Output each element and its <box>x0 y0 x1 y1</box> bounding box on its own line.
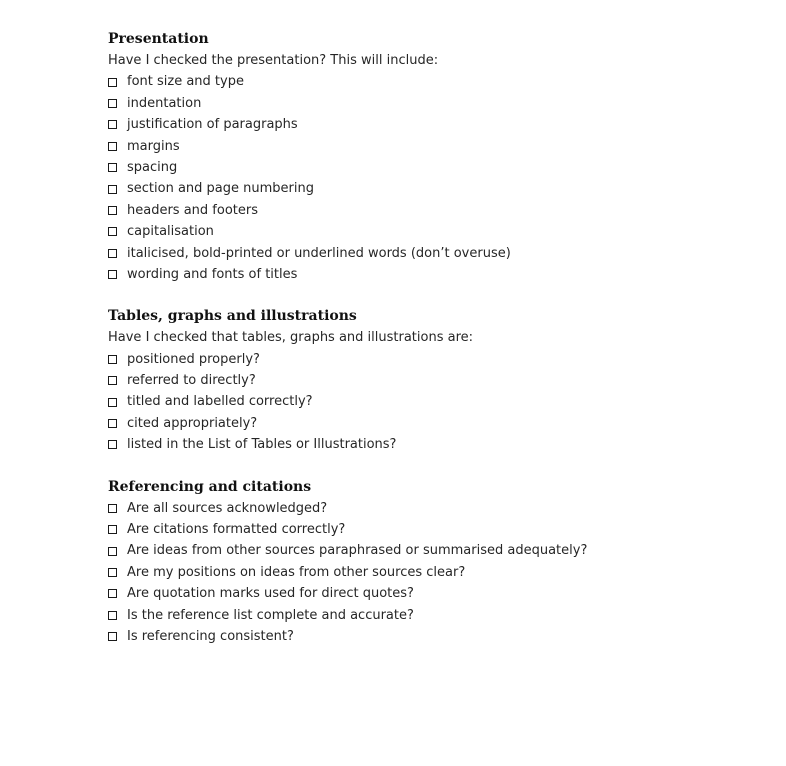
checkbox[interactable] <box>108 547 117 556</box>
checklist-item[interactable] <box>108 178 748 199</box>
checkbox[interactable] <box>108 589 117 598</box>
section-heading: Tables, graphs and illustrations <box>108 308 357 325</box>
checkbox[interactable] <box>108 142 117 151</box>
section-heading: Presentation <box>108 31 209 47</box>
checklist-item-label: wording and fonts of titles <box>127 266 298 282</box>
checklist-item[interactable] <box>108 519 748 540</box>
checklist-item-label: Is referencing consistent? <box>127 628 294 644</box>
checkbox[interactable] <box>108 120 117 129</box>
checklist-item[interactable] <box>108 136 748 157</box>
checklist-item[interactable] <box>108 93 748 114</box>
checklist-item[interactable] <box>108 243 748 264</box>
section-referencing-citations <box>108 477 748 648</box>
checkbox[interactable] <box>108 398 117 407</box>
section-intro: Have I checked the presentation? This will include: <box>108 53 439 68</box>
checklist-item-label: Are my positions on ideas from other sources clear? <box>127 564 466 580</box>
checklist-item-label: cited appropriately? <box>127 415 258 431</box>
checklist-item[interactable] <box>108 498 748 519</box>
checklist-item[interactable] <box>108 200 748 221</box>
checklist-item[interactable] <box>108 626 748 647</box>
checklist-item[interactable] <box>108 391 748 412</box>
checklist-item[interactable] <box>108 562 748 583</box>
checklist-item[interactable] <box>108 413 748 434</box>
checkbox[interactable] <box>108 78 117 87</box>
section-intro: Have I checked that tables, graphs and illustrations are: <box>108 330 474 346</box>
checklist-item-label: indentation <box>127 95 202 111</box>
checklist-item[interactable] <box>108 434 748 455</box>
checklist-item-label: Are quotation marks used for direct quotes? <box>127 586 414 602</box>
checkbox[interactable] <box>108 611 117 620</box>
checklist-item-label: spacing <box>127 159 178 175</box>
checklist-page <box>108 29 748 647</box>
checklist-item-label: positioned properly? <box>127 351 260 367</box>
checklist-item-label: Are all sources acknowledged? <box>127 500 328 516</box>
checklist-item-label: referred to directly? <box>127 373 256 389</box>
checklist-item-label: section and page numbering <box>127 181 314 197</box>
checklist-item-label: headers and footers <box>127 202 258 218</box>
checklist-item[interactable] <box>108 114 748 135</box>
checkbox[interactable] <box>108 568 117 577</box>
checkbox[interactable] <box>108 504 117 513</box>
checklist-item[interactable] <box>108 583 748 604</box>
checkbox[interactable] <box>108 355 117 364</box>
checkbox[interactable] <box>108 163 117 172</box>
checklist-item-label: listed in the List of Tables or Illustrations? <box>127 437 397 453</box>
checklist-item-label: italicised, bold-printed or underlined words (don’t overuse) <box>127 245 511 261</box>
checklist-item[interactable] <box>108 540 748 561</box>
checklist-item-label: Is the reference list complete and accurate? <box>127 607 414 623</box>
section-tables-graphs-illustrations <box>108 306 748 455</box>
checklist-item[interactable] <box>108 157 748 178</box>
section-presentation <box>108 29 748 285</box>
checklist-item[interactable] <box>108 349 748 370</box>
checkbox[interactable] <box>108 270 117 279</box>
checklist-item-label: Are ideas from other sources paraphrased or summarised adequately? <box>127 543 588 559</box>
checkbox[interactable] <box>108 185 117 194</box>
checklist-item-label: capitalisation <box>127 224 214 240</box>
checklist <box>108 349 748 456</box>
checkbox[interactable] <box>108 206 117 215</box>
checkbox[interactable] <box>108 227 117 236</box>
checklist-item[interactable] <box>108 370 748 391</box>
checkbox[interactable] <box>108 440 117 449</box>
checkbox[interactable] <box>108 632 117 641</box>
checklist-item-label: titled and labelled correctly? <box>127 394 313 410</box>
checklist-item[interactable] <box>108 71 748 92</box>
checklist-item-label: justification of paragraphs <box>127 117 298 133</box>
checkbox[interactable] <box>108 419 117 428</box>
checklist-item-label: Are citations formatted correctly? <box>127 522 346 538</box>
checklist-item-label: margins <box>127 138 180 154</box>
checklist-item[interactable] <box>108 264 748 285</box>
checkbox[interactable] <box>108 249 117 258</box>
checklist-item-label: font size and type <box>127 74 244 90</box>
checklist-item[interactable] <box>108 221 748 242</box>
checklist <box>108 498 748 648</box>
checkbox[interactable] <box>108 99 117 108</box>
checklist-item[interactable] <box>108 605 748 626</box>
checkbox[interactable] <box>108 376 117 385</box>
checklist <box>108 71 748 285</box>
section-heading: Referencing and citations <box>108 478 312 495</box>
checkbox[interactable] <box>108 525 117 534</box>
